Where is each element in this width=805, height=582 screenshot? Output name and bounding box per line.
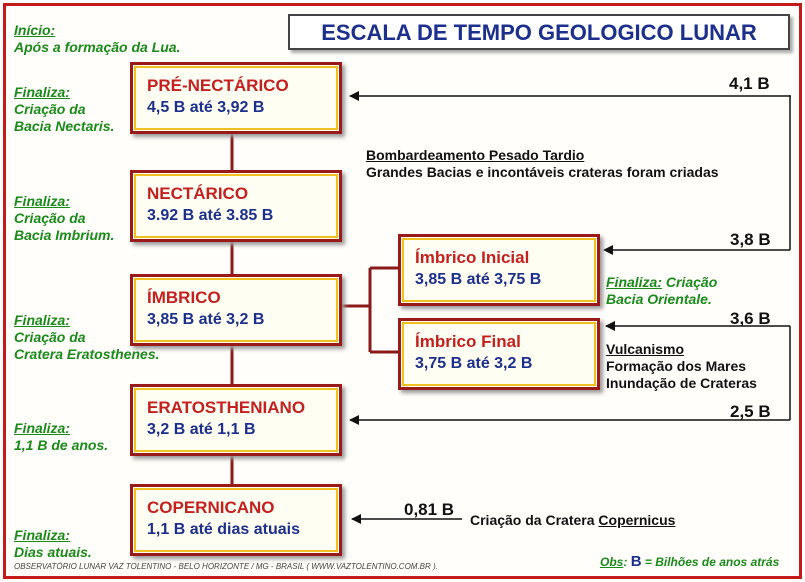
marker-4-1: 4,1 B xyxy=(729,74,770,93)
marker-0-81: 0,81 B xyxy=(404,500,455,519)
finaliza-note-prenectarico: Finaliza: Criação da Bacia Nectaris. xyxy=(14,84,115,134)
subperiod-box-imbrico-inicial xyxy=(398,234,600,306)
period-range: 1,1 B até dias atuais xyxy=(147,521,300,538)
period-name: PRÉ-NECTÁRICO xyxy=(147,76,289,95)
period-box-copernicano xyxy=(130,484,342,556)
period-range: 3,85 B até 3,2 B xyxy=(147,311,265,328)
arrow-4-1 xyxy=(350,95,790,96)
period-box-nectarico xyxy=(130,170,342,242)
finaliza-note-nectarico: Finaliza: Criação da Bacia Imbrium. xyxy=(14,193,115,243)
period-name: ÍMBRICO xyxy=(147,288,221,307)
vulcanismo-note: Vulcanismo Formação dos Mares Inundação de Crateras xyxy=(606,341,757,391)
inicio-note: Início: Após a formação da Lua. xyxy=(14,22,181,55)
orientale-note: Finaliza: Criação Bacia Orientale. xyxy=(606,274,718,307)
diagram-title: ESCALA DE TEMPO GEOLOGICO LUNAR xyxy=(288,14,790,50)
copernicus-note: Criação da Cratera Copernicus xyxy=(470,512,676,528)
marker-3-6: 3,6 B xyxy=(730,309,771,328)
bombardeamento-note: Bombardeamento Pesado Tardio Grandes Bacias e incontáveis crateras foram criadas xyxy=(366,147,719,180)
finaliza-note-imbrico: Finaliza: Criação da Cratera Eratosthenes. xyxy=(14,312,160,362)
period-name: NECTÁRICO xyxy=(147,184,249,203)
obs-legend: Obs: B = Bilhões de anos atrás xyxy=(600,553,780,570)
marker-2-5: 2,5 B xyxy=(730,402,771,421)
period-box-imbrico xyxy=(130,274,342,346)
period-range: 4,5 B até 3,92 B xyxy=(147,99,265,116)
subperiod-range: 3,75 B até 3,2 B xyxy=(415,355,533,372)
finaliza-note-eratostheniano: Finaliza: 1,1 B de anos. xyxy=(14,420,109,453)
marker-3-8: 3,8 B xyxy=(730,230,771,249)
period-range: 3,2 B até 1,1 B xyxy=(147,421,256,438)
period-name: COPERNICANO xyxy=(147,498,275,517)
finaliza-note-copernicano: Finaliza: Dias atuais. xyxy=(14,527,92,560)
period-box-eratostheniano xyxy=(130,384,342,456)
subperiod-box-imbrico-final xyxy=(398,318,600,390)
period-box-prenectarico xyxy=(130,62,342,134)
footer-credit: OBSERVATÓRIO LUNAR VAZ TOLENTINO - BELO HORIZONTE / MG - BRASIL ( WWW.VAZTOLENTINO.COM.BR ). xyxy=(14,562,438,571)
subperiod-name: Ímbrico Inicial xyxy=(415,248,530,267)
period-name: ERATOSTHENIANO xyxy=(147,398,306,417)
subperiod-range: 3,85 B até 3,75 B xyxy=(415,271,542,288)
subperiod-name: Ímbrico Final xyxy=(415,332,521,351)
period-range: 3.92 B até 3.85 B xyxy=(147,207,274,224)
